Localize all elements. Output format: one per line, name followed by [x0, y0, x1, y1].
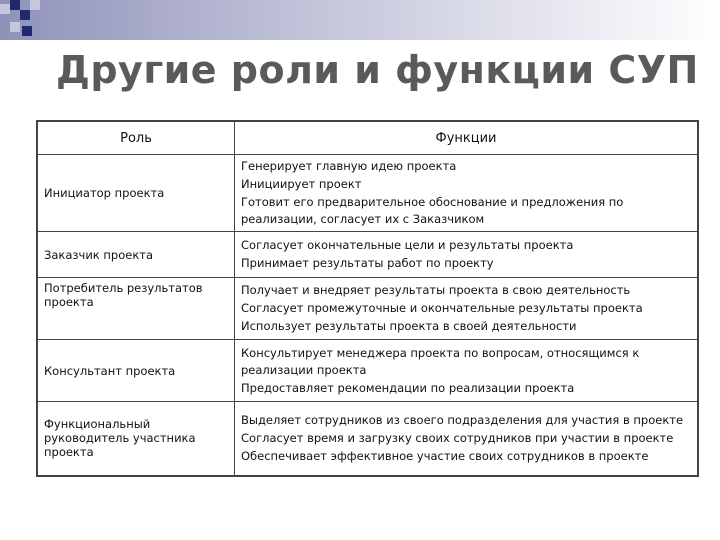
- role-cell: Заказчик проекта: [37, 232, 235, 278]
- function-item: Использует результаты проекта в своей деятельности: [241, 319, 577, 333]
- role-cell: Инициатор проекта: [37, 155, 235, 232]
- decor-square-6: [22, 26, 32, 36]
- function-item: Готовит его предварительное обоснование и предложения по реализации, согласует их с Заказчиком: [241, 195, 624, 226]
- function-item: Генерирует главную идею проекта: [241, 159, 457, 173]
- role-cell: Консультант проекта: [37, 340, 235, 402]
- functions-cell: [235, 232, 699, 278]
- functions-cell: [235, 155, 699, 232]
- function-item: Согласует промежуточные и окончательные результаты проекта: [241, 301, 643, 315]
- decor-square-1: [0, 4, 10, 14]
- top-decorative-band: [0, 0, 720, 40]
- function-item: Принимает результаты работ по проекту: [241, 256, 494, 270]
- function-item: Согласует окончательные цели и результаты проекта: [241, 238, 574, 252]
- role-cell: Потребитель результатов проекта: [37, 278, 235, 340]
- table-header-row: [37, 121, 698, 155]
- functions-cell: [235, 340, 699, 402]
- table-row: [37, 340, 698, 402]
- decor-square-3: [20, 10, 30, 20]
- function-item: Инициирует проект: [241, 177, 362, 191]
- functions-cell: [235, 402, 699, 476]
- function-item: Согласует время и загрузку своих сотрудников при участии в проекте: [241, 430, 674, 445]
- functions-cell: [235, 278, 699, 340]
- decor-square-5: [10, 22, 20, 32]
- function-item: Предоставляет рекомендации по реализации проекта: [241, 380, 575, 395]
- function-item: Консультирует менеджера проекта по вопросам, относящимся к реализации проекта: [241, 345, 640, 377]
- roles-table: [36, 120, 699, 477]
- header-role: Роль: [37, 121, 235, 155]
- table-row: [37, 402, 698, 476]
- function-item: Выделяет сотрудников из своего подразделения для участия в проекте: [241, 412, 684, 427]
- table-row: [37, 155, 698, 232]
- header-functions: Функции: [235, 121, 699, 155]
- table-row: [37, 232, 698, 278]
- decor-square-4: [30, 0, 40, 10]
- table-row: [37, 278, 698, 340]
- decor-square-2: [10, 0, 20, 10]
- function-item: Обеспечивает эффективное участие своих сотрудников в проекте: [241, 448, 649, 463]
- slide-title: Другие роли и функции СУП: [56, 48, 699, 92]
- role-cell: Функциональный руководитель участника проекта: [37, 402, 235, 476]
- function-item: Получает и внедряет результаты проекта в свою деятельность: [241, 283, 631, 297]
